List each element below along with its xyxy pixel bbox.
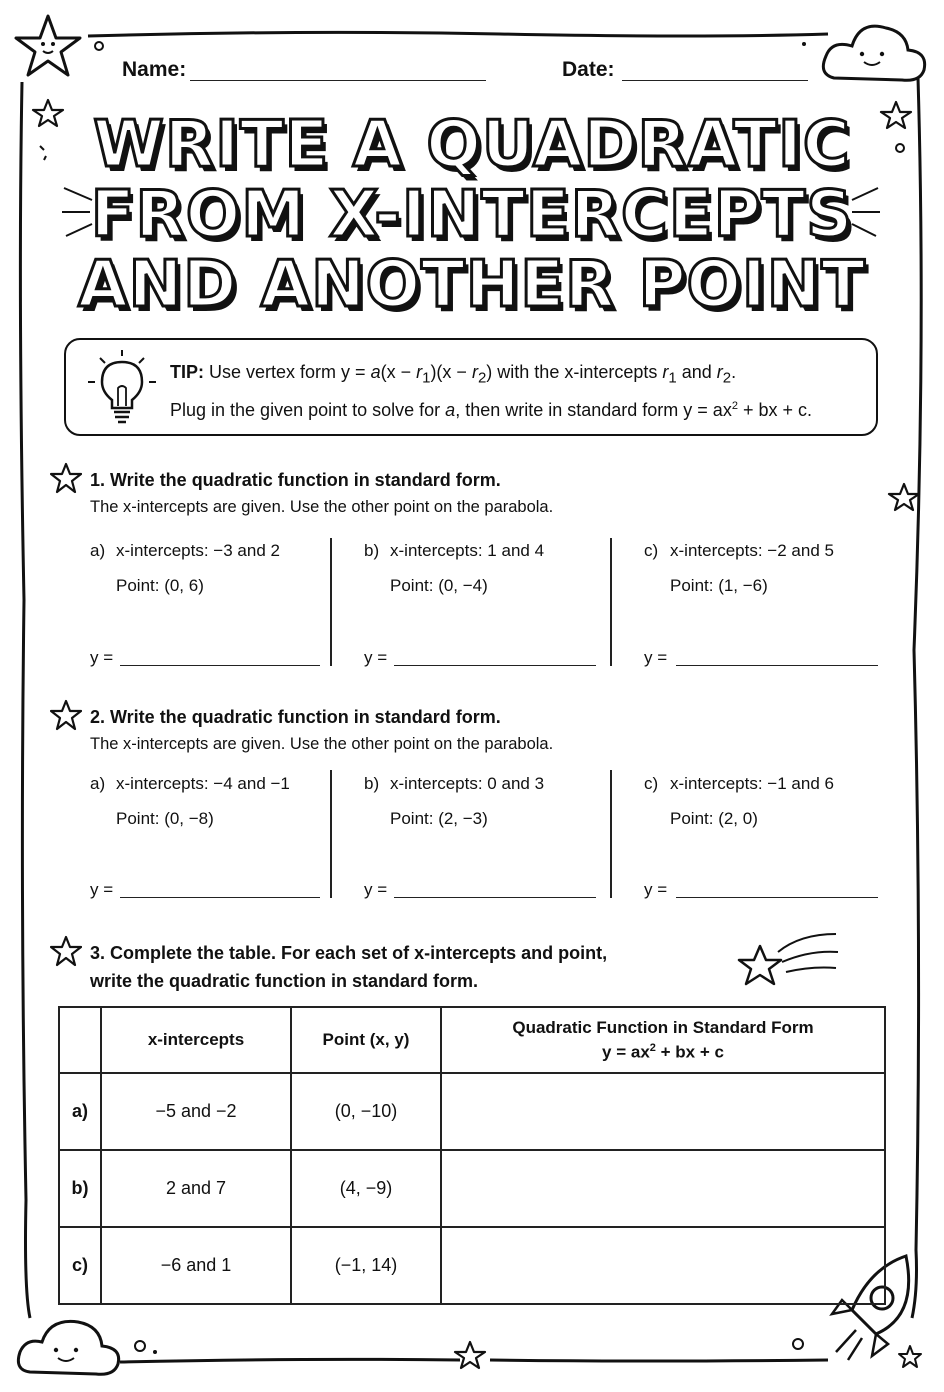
column-divider <box>330 538 332 666</box>
tip-sub: 2 <box>477 369 487 387</box>
q2b-answer-field[interactable] <box>394 897 596 898</box>
q1a-point: Point: (0, 6) <box>116 576 204 595</box>
tip-line-2 <box>170 390 812 426</box>
tip-text: (x − <box>380 362 417 382</box>
q2a-answer-label: y = <box>90 880 114 899</box>
q2b-point: Point: (2, −3) <box>390 809 488 828</box>
tip-label: TIP: <box>170 362 204 382</box>
row-answer-cell[interactable] <box>441 1150 885 1227</box>
star-icon <box>899 1346 921 1367</box>
q1c-intercepts: x-intercepts: −2 and 5 <box>670 541 834 560</box>
table-header-point: Point (x, y) <box>291 1007 441 1073</box>
table-header-intercepts: x-intercepts <box>101 1007 291 1073</box>
name-label: Name: <box>122 58 187 81</box>
tip-var: a <box>370 362 381 382</box>
q1a-label: a) <box>90 541 106 560</box>
title-line-3: AND ANOTHER POINT <box>78 248 866 322</box>
q2c-answer-label: y = <box>644 880 668 899</box>
table-header-function-formula <box>443 1042 883 1063</box>
formula-sup: 2 <box>649 1041 656 1054</box>
star-icon <box>50 462 82 494</box>
table-header-blank <box>59 1007 101 1073</box>
star-icon <box>455 1342 485 1368</box>
q1b-answer-field[interactable] <box>394 665 596 666</box>
q1-subheading: The x-intercepts are given. Use the other point on the parabola. <box>90 498 554 516</box>
row-intercepts: −6 and 1 <box>101 1227 291 1304</box>
q3-heading-line-1: 3. Complete the table. For each set of x-intercepts and point, <box>90 943 608 963</box>
q2c-intercepts: x-intercepts: −1 and 6 <box>670 774 834 793</box>
tip-var: a <box>445 400 456 420</box>
tip-sub: 1 <box>422 369 431 387</box>
row-point: (−1, 14) <box>291 1227 441 1304</box>
q2a-answer-field[interactable] <box>120 897 320 898</box>
tip-box <box>64 338 878 436</box>
row-label: b) <box>59 1150 101 1227</box>
q2b-label: b) <box>364 774 380 793</box>
q1b-point: Point: (0, −4) <box>390 576 488 595</box>
date-label: Date: <box>562 58 615 81</box>
column-divider <box>610 538 612 666</box>
tip-text: , then write in standard form y = ax <box>455 400 732 420</box>
table-row <box>59 1150 885 1227</box>
q2-subheading: The x-intercepts are given. Use the other point on the parabola. <box>90 735 554 753</box>
q1a-answer-field[interactable] <box>120 665 320 666</box>
row-answer-cell[interactable] <box>441 1227 885 1304</box>
q2-heading: 2. Write the quadratic function in standard form. <box>90 707 501 727</box>
table-header-function-title: Quadratic Function in Standard Form <box>512 1017 814 1037</box>
q1a-intercepts: x-intercepts: −3 and 2 <box>116 541 280 560</box>
cloud-icon <box>18 1321 118 1374</box>
q2c-point: Point: (2, 0) <box>670 809 758 828</box>
tip-text: + bx + c. <box>737 400 812 420</box>
star-icon <box>50 699 82 731</box>
tip-text: . <box>731 362 737 382</box>
q2c-answer-field[interactable] <box>676 897 878 898</box>
tip-text: )(x − <box>430 362 472 382</box>
formula-text: y = ax <box>602 1042 650 1062</box>
star-icon <box>50 935 82 967</box>
q1-heading: 1. Write the quadratic function in standard form. <box>90 470 501 490</box>
table-row <box>59 1227 885 1304</box>
star-icon <box>889 484 919 510</box>
q3-heading-line-2: write the quadratic function in standard form. <box>90 971 479 991</box>
q1b-intercepts: x-intercepts: 1 and 4 <box>390 541 545 560</box>
table-row <box>59 1073 885 1150</box>
tip-var: r <box>471 362 478 382</box>
tip-sub: 2 <box>722 369 732 387</box>
row-label: a) <box>59 1073 101 1150</box>
q1b-answer-label: y = <box>364 648 388 667</box>
q1c-answer-field[interactable] <box>676 665 878 666</box>
row-label: c) <box>59 1227 101 1304</box>
row-intercepts: −5 and −2 <box>101 1073 291 1150</box>
row-point: (4, −9) <box>291 1150 441 1227</box>
q2b-answer-label: y = <box>364 880 388 899</box>
table-header-function <box>441 1007 885 1073</box>
row-intercepts: 2 and 7 <box>101 1150 291 1227</box>
name-field[interactable] <box>190 80 486 81</box>
tip-text: and <box>676 362 717 382</box>
cloud-icon <box>823 26 924 80</box>
page-title <box>0 110 944 320</box>
q1a-answer-label: y = <box>90 648 114 667</box>
row-answer-cell[interactable] <box>441 1073 885 1150</box>
tip-text: Plug in the given point to solve for <box>170 400 446 420</box>
column-divider <box>330 770 332 898</box>
table-header-row <box>59 1007 885 1073</box>
q2a-label: a) <box>90 774 106 793</box>
q2c-label: c) <box>644 774 659 793</box>
q1c-point: Point: (1, −6) <box>670 576 768 595</box>
tip-var: r <box>716 362 723 382</box>
column-divider <box>610 770 612 898</box>
title-line-1: WRITE A QUADRATIC <box>93 108 851 182</box>
date-field[interactable] <box>622 80 808 81</box>
lightbulb-icon <box>84 348 160 428</box>
q1b-label: b) <box>364 541 380 560</box>
title-line-2: FROM X-INTERCEPTS <box>90 178 854 252</box>
shooting-star-icon <box>739 934 838 984</box>
row-point: (0, −10) <box>291 1073 441 1150</box>
q2a-intercepts: x-intercepts: −4 and −1 <box>116 774 290 793</box>
tip-sup: 2 <box>731 400 738 412</box>
q2a-point: Point: (0, −8) <box>116 809 214 828</box>
tip-var: r <box>662 362 669 382</box>
q1c-answer-label: y = <box>644 648 668 667</box>
answer-table <box>58 1006 886 1305</box>
q2b-intercepts: x-intercepts: 0 and 3 <box>390 774 545 793</box>
tip-text: ) with the x-intercepts <box>486 362 663 382</box>
tip-line-1 <box>170 356 736 395</box>
q1c-label: c) <box>644 541 659 560</box>
formula-text: + bx + c <box>655 1042 724 1062</box>
tip-sub: 1 <box>668 369 677 387</box>
star-icon <box>16 16 80 75</box>
tip-var: r <box>416 362 423 382</box>
tip-text: Use vertex form y = <box>209 362 371 382</box>
